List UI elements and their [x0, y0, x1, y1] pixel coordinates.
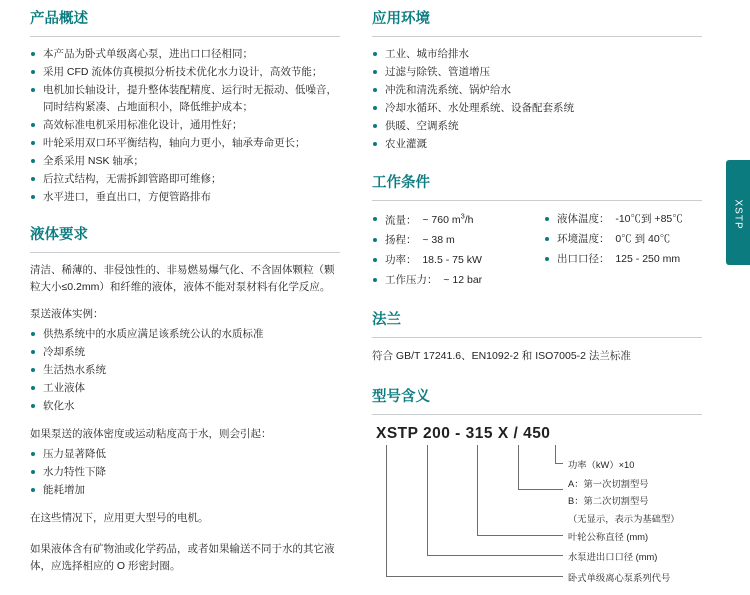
list-item: [30, 64, 340, 81]
spec-value: 125 - 250 mm: [615, 252, 681, 265]
application-list: [372, 46, 702, 153]
divider: [372, 200, 702, 201]
list-item-label: 压力显著降低: [43, 448, 106, 461]
divider: [30, 252, 340, 253]
list-item: [30, 362, 340, 379]
list-item: [30, 82, 340, 116]
side-tab: [726, 160, 750, 265]
list-item: [30, 326, 340, 343]
spec-label: 液体温度：: [557, 212, 610, 225]
legend-label-series: 卧式单级离心泵系列代号: [568, 572, 671, 583]
spec-item: [544, 230, 702, 250]
leader-line-impeller: [477, 445, 478, 535]
fluid-examples-title: 泵送液体实例：: [30, 307, 104, 320]
section-title-conditions: 工作条件: [372, 174, 430, 191]
list-item-label: 后拉式结构，无需拆卸管路即可维修；: [43, 172, 222, 185]
overview-list: [30, 46, 340, 206]
spec-value: ~ 38 m: [422, 234, 455, 247]
legend-label-power: 功率（kW）×10: [568, 459, 635, 470]
leader-line-power: [555, 445, 556, 463]
spec-value: ~ 760 $m^3/h$: [422, 211, 474, 227]
section-title-overview: 产品概述: [30, 11, 88, 27]
fluid-note-title: 如果泵送的液体密度或运动粘度高于水，则会引起：: [30, 427, 272, 440]
list-item: [30, 482, 340, 499]
divider: [372, 414, 702, 415]
divider: [30, 36, 340, 37]
side-tab-label: XSTP: [732, 199, 744, 230]
list-item-label: 电机加长轴设计，提升整体装配精度、运行时无振动、低噪音，同时结构紧凑、占地面积小，降低维护成本；: [43, 83, 337, 113]
section-title-model: 型号含义: [372, 389, 430, 406]
fluid-paragraph: 清洁、稀薄的、非侵蚀性的、非易燃易爆气化、不含固体颗粒（颗粒大小≤0.2mm）和纤维的液体，液体不能对泵材料有化学反应。: [30, 263, 335, 294]
spec-label: 出口口径：: [557, 252, 610, 265]
legend-label-cut-b: B：第二次切割型号: [568, 495, 649, 506]
fluid-notes-list: [30, 446, 340, 499]
divider: [372, 337, 702, 338]
leader-line-series-h: [386, 576, 563, 577]
list-item: [372, 136, 702, 153]
spec-label: 扬程：: [385, 234, 417, 247]
legend-label-impeller: 叶轮公称直径 (mm): [568, 531, 649, 542]
spec-value: 18.5 - 75 kW: [422, 254, 482, 267]
leader-line-cut-h: [518, 489, 563, 490]
conditions-specs: [372, 210, 702, 291]
list-item-label: 全系采用 NSK 轴承；: [43, 154, 144, 167]
spec-item: [372, 251, 530, 271]
list-item-label: 冷却水循环、水处理系统、设备配套系统: [385, 101, 574, 114]
list-item-label: 本产品为卧式单级离心泵，进出口口径相同；: [43, 47, 253, 60]
list-item-label: 农业灌溉: [385, 137, 427, 150]
model-legend: [372, 445, 702, 595]
list-item: [30, 464, 340, 481]
list-item: [372, 64, 702, 81]
spec-label: 流量：: [385, 214, 417, 227]
list-item: [372, 82, 702, 99]
leader-line-port-h: [427, 555, 563, 556]
list-item-label: 冷却系统: [43, 345, 85, 358]
list-item: [372, 100, 702, 117]
list-item: [30, 171, 340, 188]
list-item-label: 软化水: [43, 399, 75, 412]
leader-line-cut: [518, 445, 519, 489]
list-item-label: 高效标准电机采用标准化设计，通用性好；: [43, 118, 243, 131]
spec-label: 工作压力：: [385, 274, 438, 286]
list-item-label: 工业液体: [43, 381, 85, 394]
spec-item: [372, 210, 530, 231]
list-item-label: 能耗增加: [43, 484, 85, 497]
list-item-label: 过滤与除铁、管道增压: [385, 65, 490, 78]
list-item-label: 冲洗和清洗系统、锅炉给水: [385, 83, 511, 96]
list-item: [372, 118, 702, 135]
model-code: XSTP 200 - 315 X / 450: [376, 424, 551, 442]
list-item: [30, 189, 340, 206]
flange-text: 符合 GB/T 17241.6、EN1092-2 和 ISO7005-2 法兰标准: [372, 350, 631, 363]
spec-label: 环境温度：: [557, 232, 610, 245]
list-item-label: 供热系统中的水质应满足该系统公认的水质标准: [43, 327, 264, 340]
list-item: [372, 46, 702, 63]
spec-value: -10℃到 +85℃: [615, 212, 683, 225]
fluid-footer-1: 在这些情况下，应用更大型号的电机。: [30, 512, 209, 525]
leader-line-port: [427, 445, 428, 555]
spec-value: 0℃ 到 40℃: [615, 232, 671, 245]
spec-item: [544, 250, 702, 270]
list-item: [30, 117, 340, 134]
legend-label-base: （无显示，表示为基础型）: [568, 513, 680, 524]
left-column: [30, 10, 340, 585]
right-column: [372, 10, 702, 595]
list-item: [30, 46, 340, 63]
legend-label-port: 水泵进出口口径 (mm): [568, 551, 658, 562]
legend-label-cut-a: A：第一次切割型号: [568, 478, 649, 489]
list-item: [30, 153, 340, 170]
list-item: [30, 135, 340, 152]
spec-label: 功率：: [385, 254, 417, 267]
leader-line-power-h: [555, 463, 563, 464]
list-item: [30, 380, 340, 397]
list-item-label: 采用 CFD 流体仿真模拟分析技术优化水力设计，高效节能；: [43, 65, 323, 78]
fluid-footer-2: 如果液体含有矿物油或化学药品，或者如果输送不同于水的其它液体，应选择相应的 O 形密封圈。: [30, 542, 335, 573]
list-item-label: 水平进口，垂直出口，方便管路排布: [43, 190, 211, 203]
list-item-label: 供暖、空调系统: [385, 119, 459, 132]
divider: [372, 36, 702, 37]
spec-value: ~ 12 bar: [443, 274, 483, 286]
conditions-right-col: [544, 210, 702, 291]
section-title-fluid: 液体要求: [30, 226, 88, 243]
list-item: [30, 344, 340, 361]
spec-item: [372, 231, 530, 251]
list-item-label: 生活热水系统: [43, 363, 106, 376]
section-title-application: 应用环境: [372, 11, 430, 27]
list-item-label: 水力特性下降: [43, 466, 106, 479]
leader-line-series: [386, 445, 387, 576]
list-item-label: 叶轮采用双口环平衡结构，轴向力更小，轴承寿命更长；: [43, 136, 306, 149]
fluid-examples-list: [30, 326, 340, 415]
spec-item: [372, 271, 530, 291]
section-title-flange: 法兰: [372, 311, 401, 328]
list-item-label: 工业、城市给排水: [385, 47, 469, 60]
spec-item: [544, 210, 702, 230]
leader-line-impeller-h: [477, 535, 563, 536]
list-item: [30, 446, 340, 463]
conditions-left-col: [372, 210, 530, 291]
list-item: [30, 398, 340, 415]
